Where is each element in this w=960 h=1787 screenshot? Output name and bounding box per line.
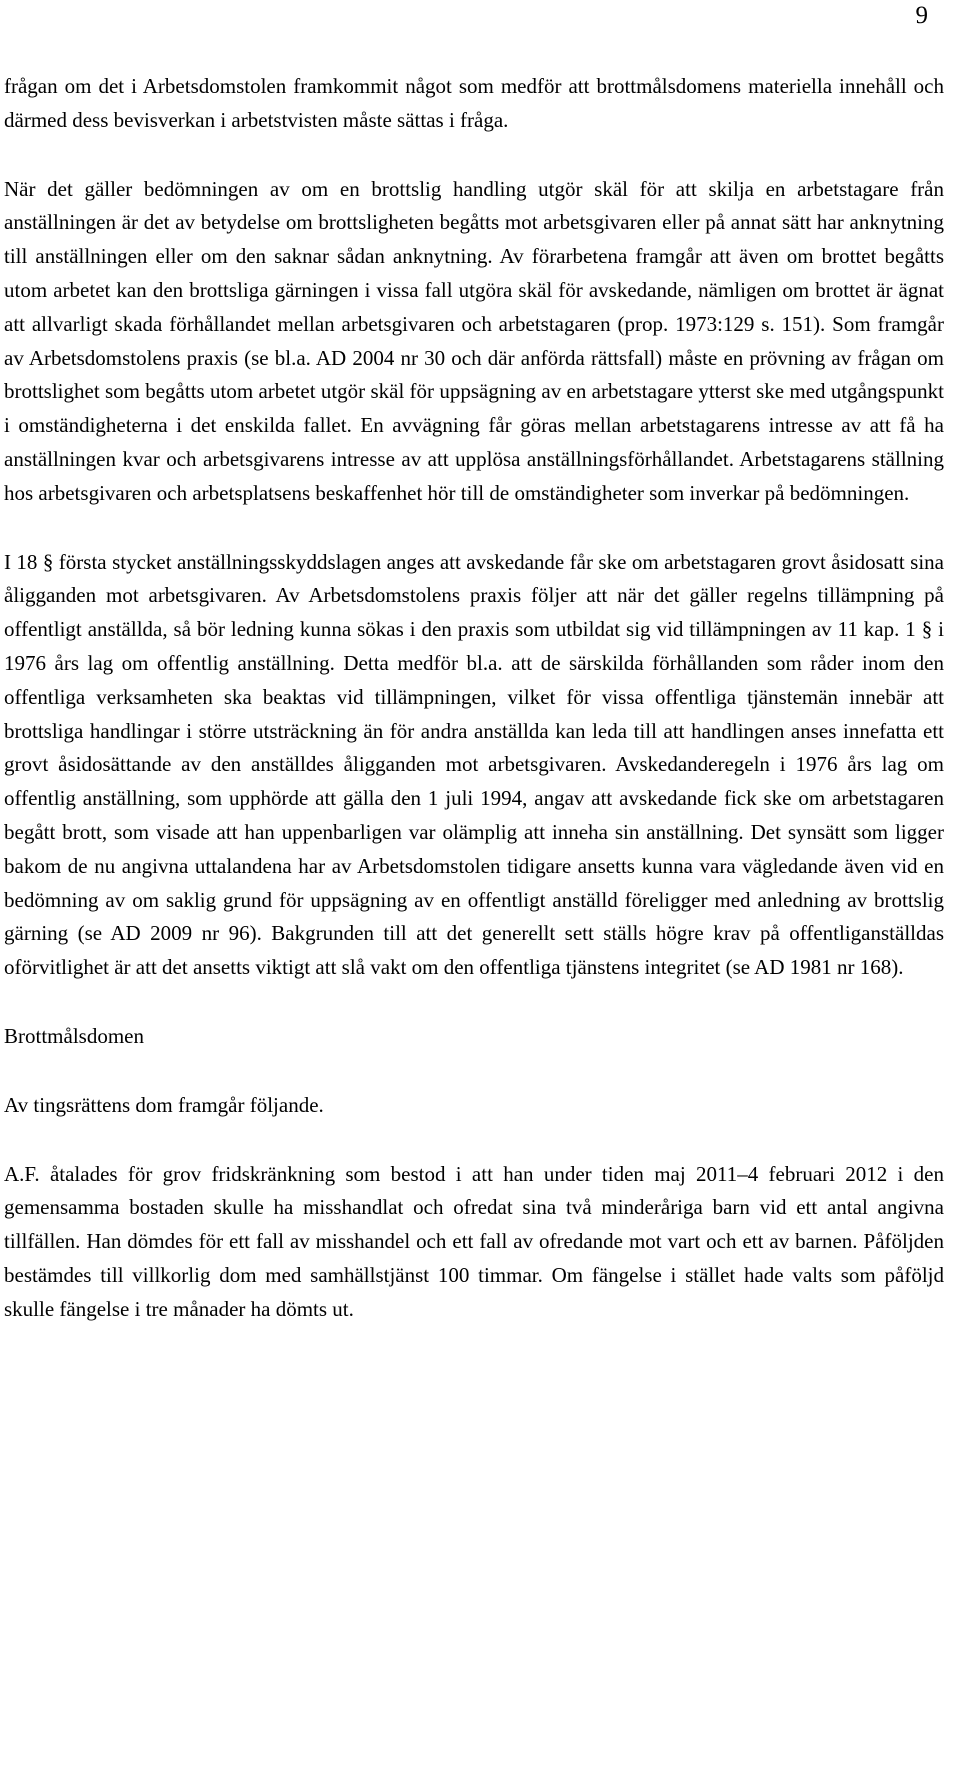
page-number: 9 xyxy=(915,2,928,29)
paragraph-1: frågan om det i Arbetsdomstolen framkommit något som medför att brottmålsdomens materiella innehåll och därmed dess bevisverkan i arbetstvisten måste sättas i fråga. xyxy=(4,74,944,132)
section-heading: Brottmålsdomen xyxy=(4,1023,144,1048)
paragraph-3: I 18 § första stycket anställningsskyddslagen anges att avskedande får ske om arbetstagaren grovt åsidosatt sina åligganden mot arbetsgivaren. Av Arbetsdomstolens praxis följer att när det gäller regelns tillämpning på offentligt anställda, så bör ledning kunna sökas i den praxis som utbildat sig vid tillämpningen av 11 kap. 1 § i 1976 års lag om offentlig anställning. Detta medför bl.a. att de särskilda förhållanden som råder inom den offentliga verksamheten ska beaktas vid tillämpningen, vilket för vissa offentliga tjänstemän innebär att brottsliga handlingar i större utsträckning än för andra anställda kan leda till att handlingen anses innefatta ett grovt åsidosättande av den anställdes åligganden mot arbetsgivaren. Avskedanderegeln i 1976 års lag om offentlig anställning, som upphörde att gälla den 1 juli 1994, angav att avskedande fick ske om arbetstagaren begått brott, som visade att han uppenbarligen var olämplig att inneha sin anställning. Det synsätt som ligger bakom de nu angivna uttalandena har av Arbetsdomstolen tidigare ansetts kunna vara vägledande även vid en bedömning av om saklig grund för uppsägning av en offentligt anställd föreligger med anledning av brottslig gärning (se AD 2009 nr 96). Bakgrunden till att det generellt sett ställs högre krav på offentliganställdas oförvitlighet är att det ansetts viktigt att slå vakt om den offentliga tjänstens integritet (se AD 1981 nr 168). xyxy=(4,549,944,980)
paragraph-5: A.F. åtalades för grov fridskränkning som bestod i att han under tiden maj 2011–4 februari 2012 i den gemensamma bostaden skulle ha misshandlat och ofredat sina två minderåriga barn vid ett antal angivna tillfällen. Han dömdes för ett fall av misshandel och ett fall av ofredande mot vart och ett av barnen. Påföljden bestämdes till villkorlig dom med samhällstjänst 100 timmar. Om fängelse i stället hade valts som påföljd skulle fängelse i tre månader ha dömts ut. xyxy=(4,1161,944,1321)
paragraph-2: När det gäller bedömningen av om en brottslig handling utgör skäl för att skilja en arbetstagare från anställningen är det av betydelse om brottsligheten begåtts mot arbetsgivaren eller på annat sätt har anknytning till anställningen eller om den saknar sådan anknytning. Av förarbetena framgår att även om brottet begåtts utom arbetet kan den brottsliga gärningen i vissa fall utgöra skäl för avskedande, nämligen om brottet är ägnat att allvarligt skada förhållandet mellan arbetsgivaren och arbetstagaren (prop. 1973:129 s. 151). Som framgår av Arbetsdomstolens praxis (se bl.a. AD 2004 nr 30 och där anförda rättsfall) måste en prövning av frågan om brottslighet som begåtts utom arbetet utgör skäl för uppsägning av en arbetstagare ytterst ske med utgångspunkt i omständigheterna i det enskilda fallet. En avvägning får göras mellan arbetstagarens intresse av att få ha anställningen kvar och arbetsgivarens intresse av att upplösa anställningsförhållandet. Arbetstagarens ställning hos arbetsgivaren och arbetsplatsens beskaffenhet hör till de omständigheter som inverkar på bedömningen. xyxy=(4,176,944,505)
paragraph-4: Av tingsrättens dom framgår följande. xyxy=(4,1092,324,1117)
document-body xyxy=(4,70,944,1327)
